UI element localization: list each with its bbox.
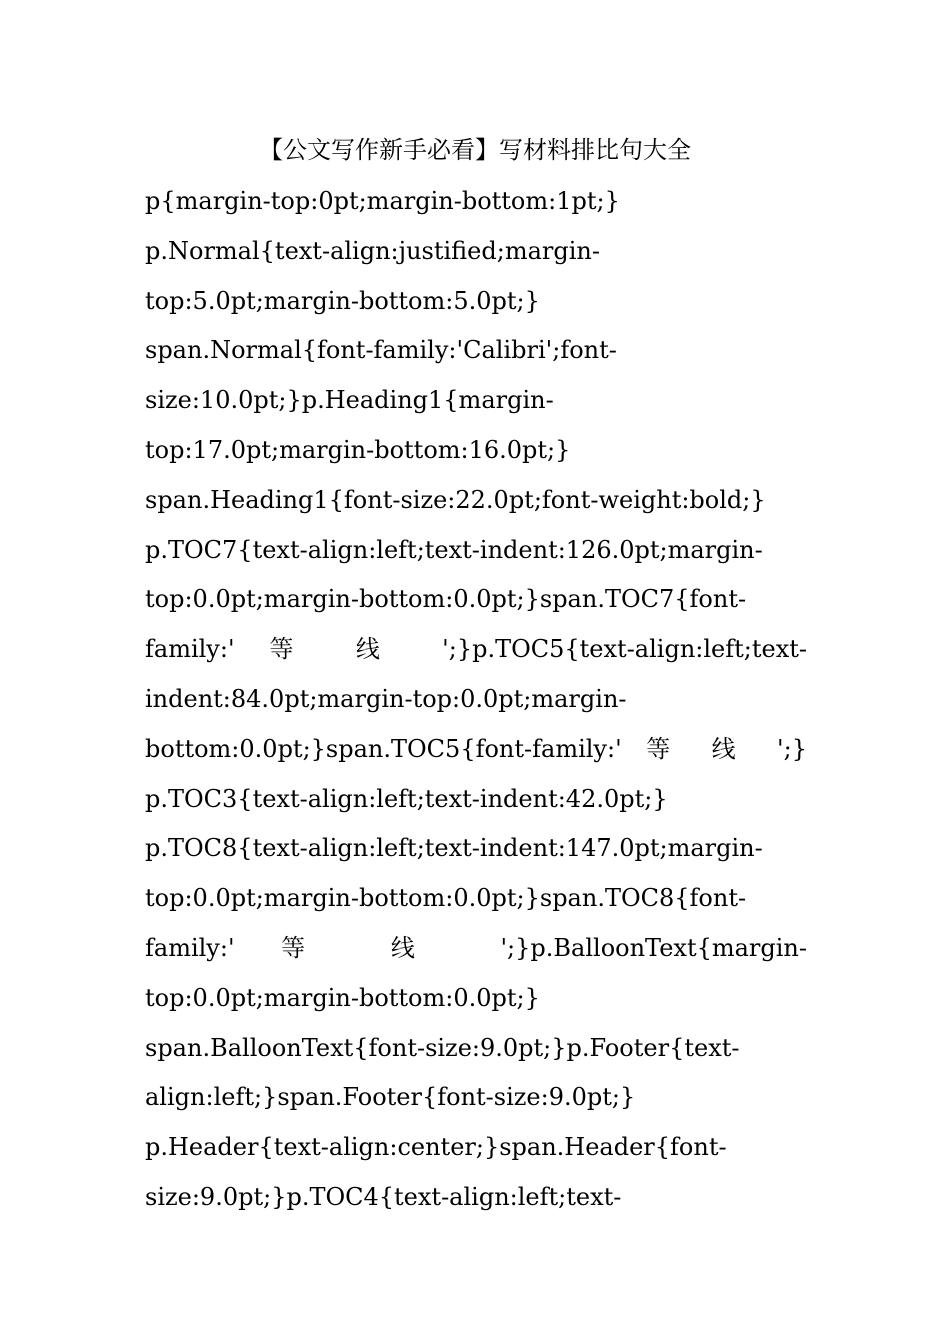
body-line: family:' 等 线 ';}p.TOC5{text-align:left;text-: [145, 635, 807, 664]
body-line: p.Normal{text-align:justified;margin-: [145, 236, 600, 265]
body-line: bottom:0.0pt;}span.TOC5{font-family:' 等 线 ';}: [145, 734, 807, 763]
body-line: p.Header{text-align:center;}span.Header{font-: [145, 1133, 727, 1162]
body-line: indent:84.0pt;margin-top:0.0pt;margin-: [145, 684, 627, 713]
body-line: align:left;}span.Footer{font-size:9.0pt;}: [145, 1083, 636, 1112]
body-line: top:0.0pt;margin-bottom:0.0pt;}span.TOC7{font-: [145, 585, 747, 614]
body-line: top:5.0pt;margin-bottom:5.0pt;}: [145, 286, 540, 315]
document-title: 【公文写作新手必看】写材料排比句大全: [259, 136, 691, 164]
body-line: span.BalloonText{font-size:9.0pt;}p.Footer{text-: [145, 1033, 740, 1062]
body-line: p.TOC3{text-align:left;text-indent:42.0pt;}: [145, 784, 668, 813]
body-line: top:0.0pt;margin-bottom:0.0pt;}: [145, 983, 540, 1012]
body-line: size:10.0pt;}p.Heading1{margin-: [145, 386, 554, 415]
body-line: span.Heading1{font-size:22.0pt;font-weight:bold;}: [145, 485, 766, 514]
body-line: family:' 等 线 ';}p.BalloonText{margin-: [145, 933, 807, 962]
body-line: span.Normal{font-family:'Calibri';font-: [145, 336, 617, 365]
body-line: p{margin-top:0pt;margin-bottom:1pt;}: [145, 187, 620, 215]
body-line: p.TOC7{text-align:left;text-indent:126.0pt;margin-: [145, 535, 763, 564]
document-body: [145, 177, 807, 1223]
body-line: top:17.0pt;margin-bottom:16.0pt;}: [145, 435, 571, 464]
body-line: p.TOC8{text-align:left;text-indent:147.0pt;margin-: [145, 834, 763, 863]
body-line: top:0.0pt;margin-bottom:0.0pt;}span.TOC8{font-: [145, 884, 747, 913]
body-line: size:9.0pt;}p.TOC4{text-align:left;text-: [145, 1182, 622, 1211]
